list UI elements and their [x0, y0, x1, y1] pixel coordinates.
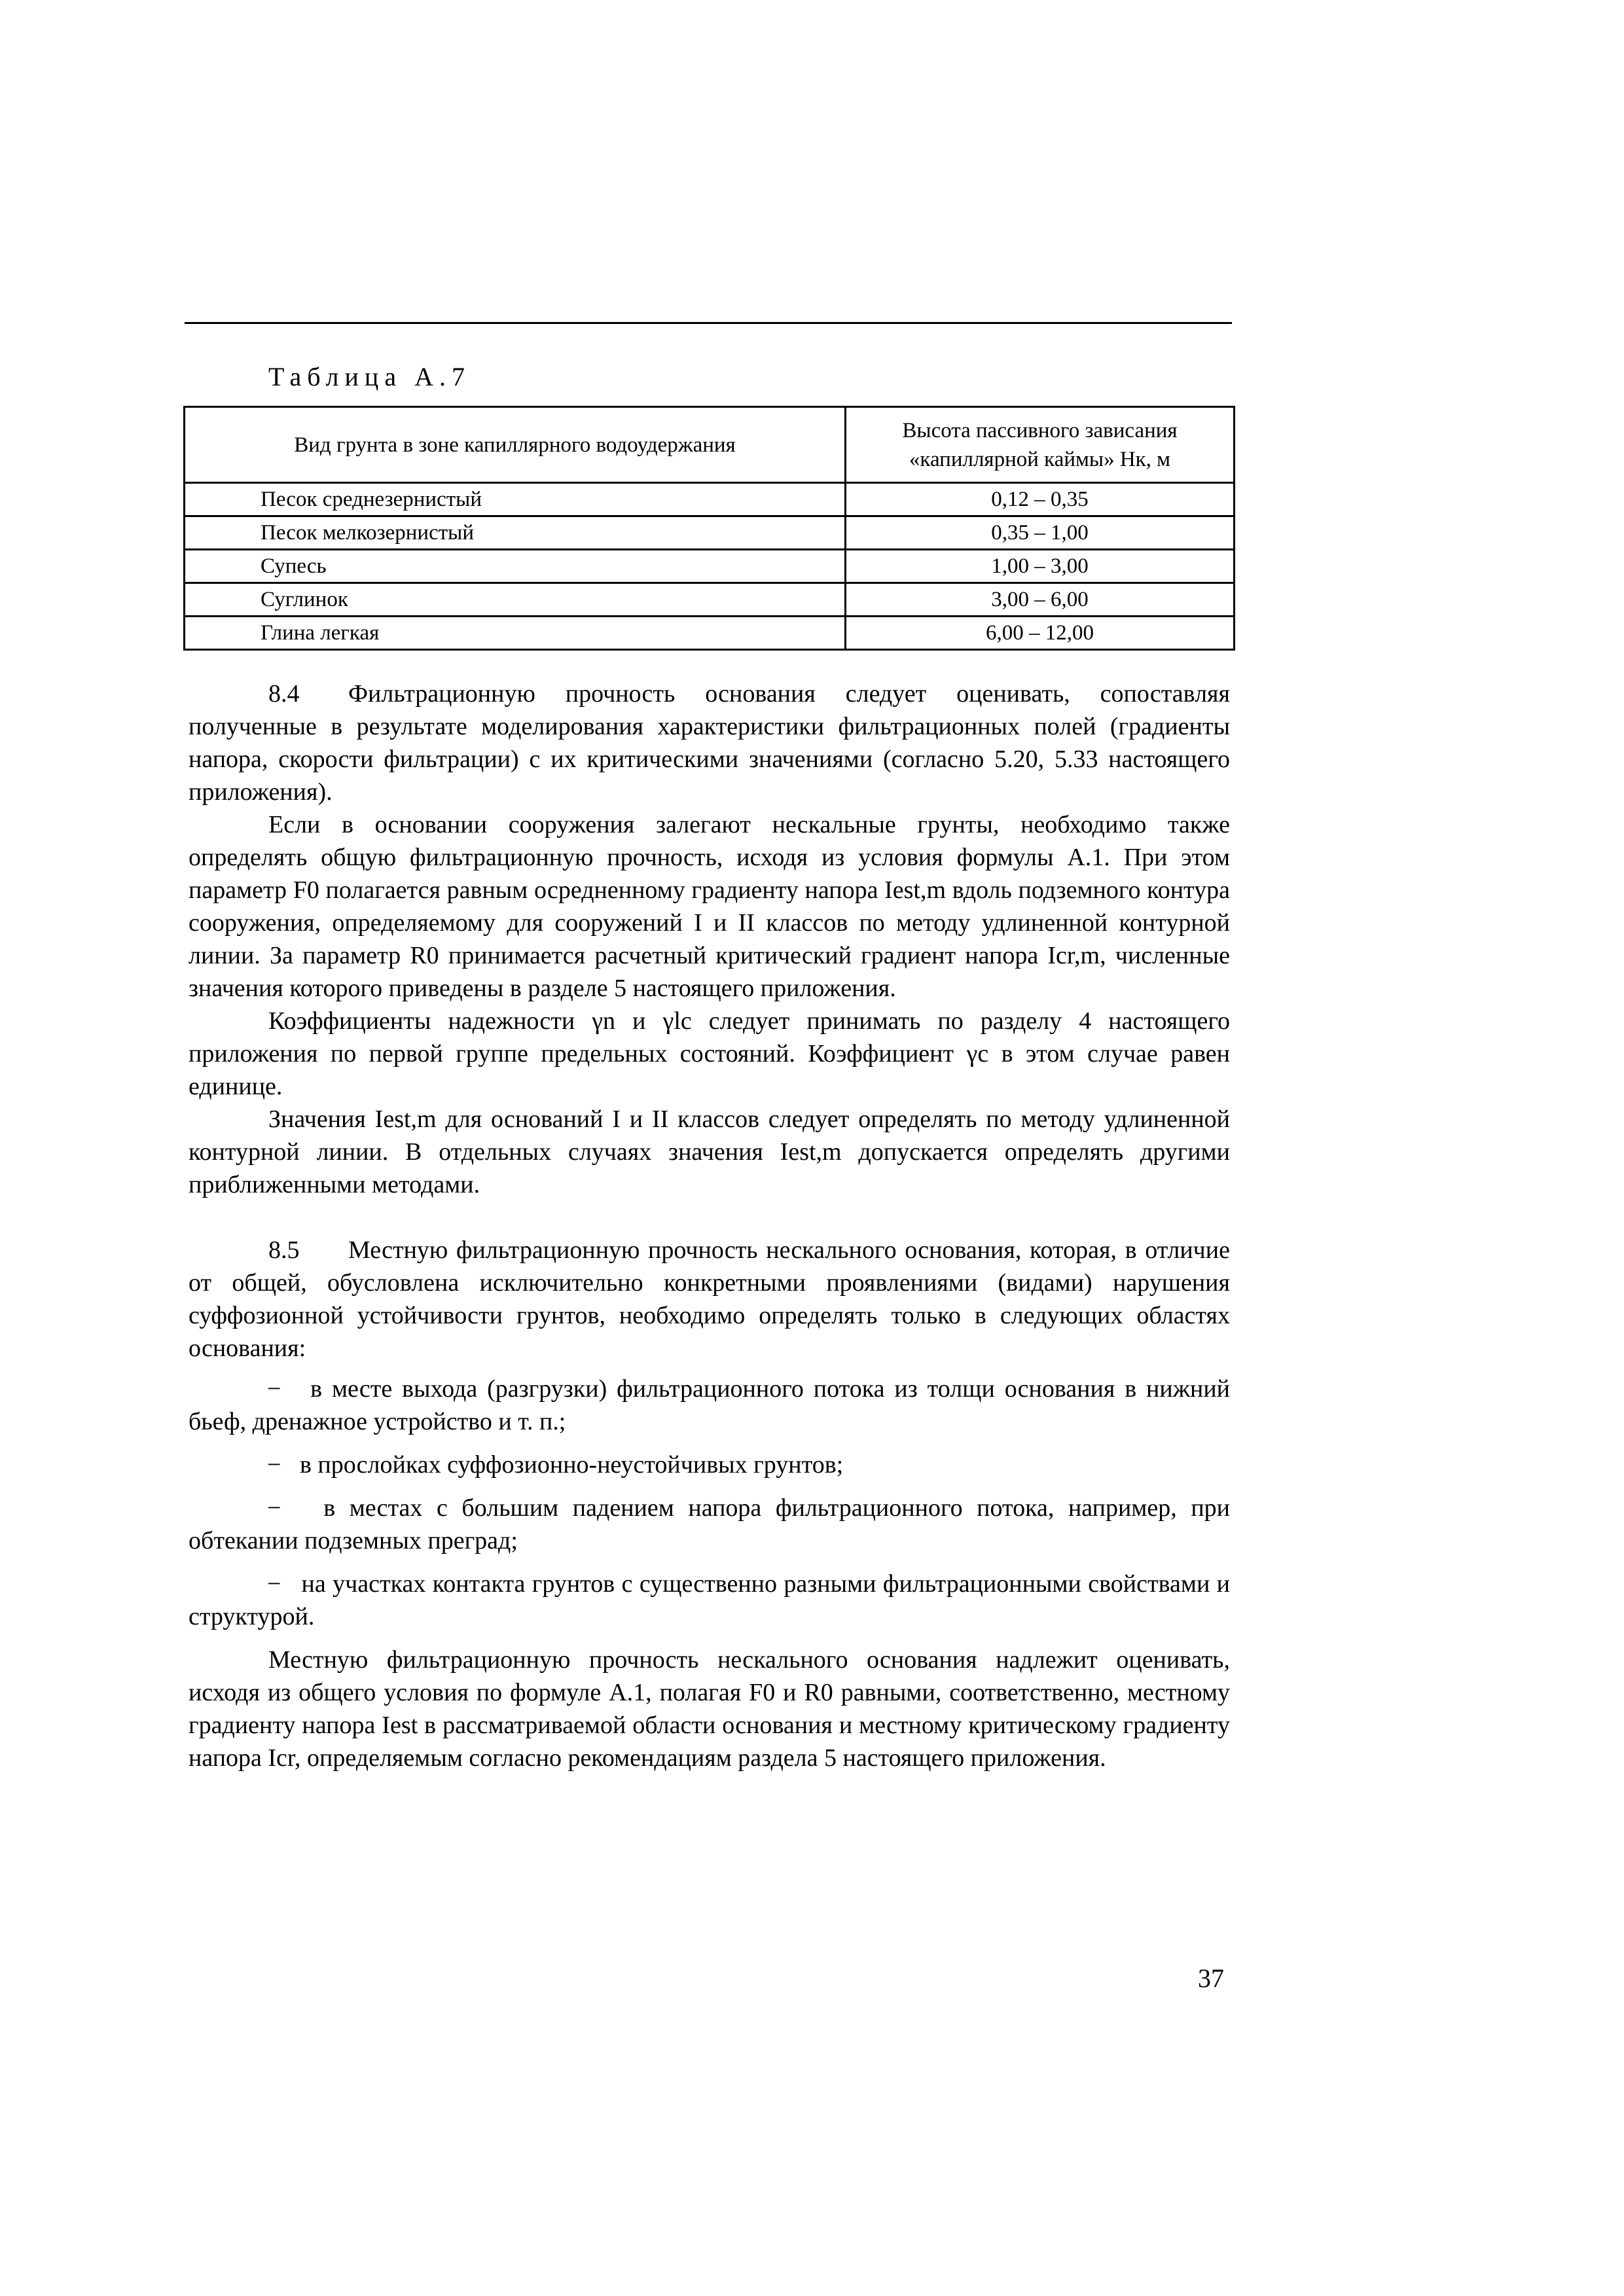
fringe-height-value: 0,35 – 1,00	[846, 516, 1235, 550]
soil-name: Песок мелкозернистый	[185, 516, 846, 550]
table-row	[185, 516, 1235, 550]
fringe-height-value: 1,00 – 3,00	[846, 550, 1235, 583]
fringe-height-value: 6,00 – 12,00	[846, 617, 1235, 650]
header-fringe-height	[846, 407, 1235, 483]
list-item-text: на участках контакта грунтов с существенно разными фильтрационными свойствами и структурой.	[189, 1570, 1230, 1630]
table-row	[185, 617, 1235, 650]
section-8-5-paragraph-1	[189, 1234, 1230, 1365]
soil-name: Супесь	[185, 550, 846, 583]
table-header-row	[185, 407, 1235, 483]
table-title: Таблица А.7	[268, 362, 471, 391]
table-row	[185, 550, 1235, 583]
list-item-text: в месте выхода (разгрузки) фильтрационного потока из толщи основания в нижний бьеф, дренажное устройство и т. п.;	[189, 1375, 1230, 1435]
header-fringe-height-line2: «капиллярной каймы» Hк, м	[909, 447, 1171, 471]
page-number: 37	[1198, 1964, 1224, 1993]
section-8-4-paragraph-1	[189, 677, 1230, 808]
soil-name: Суглинок	[185, 583, 846, 617]
header-rule	[185, 322, 1232, 324]
list-item: − в прослойках суффозионно-неустойчивых грунтов;	[267, 1451, 844, 1479]
header-soil-type: Вид грунта в зоне капиллярного водоудержания	[185, 407, 846, 483]
soil-name: Песок среднезернистый	[185, 483, 846, 516]
conditions-list	[189, 1372, 1230, 1633]
list-item-text: в прослойках суффозионно-неустойчивых грунтов;	[299, 1451, 844, 1479]
paragraph-text: Местную фильтрационную прочность нескального основания, которая, в отличие от общей, обусловлена исключительно конкретными проявлениями (видами) нарушения суффозионной устойчивости грунтов, необходимо определять только в следующих областях основания:	[189, 1236, 1230, 1362]
header-fringe-height-line1: Высота пассивного зависания	[902, 418, 1178, 442]
soil-table	[183, 406, 1235, 651]
section-number: 8.4	[268, 680, 300, 708]
table-row	[185, 483, 1235, 516]
list-item: − на участках контакта грунтов с существенно разными фильтрационными свойствами и структурой.	[189, 1570, 1230, 1630]
section-8-4-paragraph-3: Коэффициенты надежности γn и γlc следует принимать по разделу 4 настоящего приложения по первой группе предельных состояний. Коэффициент γc в этом случае равен единице.	[189, 1007, 1230, 1100]
section-number: 8.5	[268, 1236, 300, 1264]
section-8-4-paragraph-2: Если в основании сооружения залегают нескальные грунты, необходимо также определять общую фильтрационную прочность, исходя из условия формулы А.1. При этом параметр F0 полагается равным осредненному градиенту напора Iest,m вдоль подземного контура сооружения, определяемому для сооружений I и II классов по методу удлиненной контурной линии. За параметр R0 принимается расчетный критический градиент напора Icr,m, численные значения которого приведены в разделе 5 настоящего приложения.	[189, 811, 1230, 1002]
list-item: − в месте выхода (разгрузки) фильтрационного потока из толщи основания в нижний бьеф, дренажное устройство и т. п.;	[189, 1375, 1230, 1435]
body-text	[189, 677, 1230, 1774]
section-8-5-paragraph-2: Местную фильтрационную прочность нескального основания надлежит оценивать, исходя из общего условия по формуле А.1, полагая F0 и R0 равными, соответственно, местному градиенту напора Iest в рассматриваемой области основания и местному критическому градиенту напора Icr, определяемым согласно рекомендациям раздела 5 настоящего приложения.	[189, 1646, 1230, 1772]
soil-name: Глина легкая	[185, 617, 846, 650]
list-item-text: в местах с большим падением напора фильтрационного потока, например, при обтекании подземных преград;	[189, 1494, 1230, 1554]
table-row	[185, 583, 1235, 617]
fringe-height-value: 3,00 – 6,00	[846, 583, 1235, 617]
fringe-height-value: 0,12 – 0,35	[846, 483, 1235, 516]
paragraph-text: Фильтрационную прочность основания следует оценивать, сопоставляя полученные в результате моделирования характеристики фильтрационных полей (градиенты напора, скорости фильтрации) с их критическими значениями (согласно 5.20, 5.33 настоящего приложения).	[189, 680, 1230, 806]
section-8-4-paragraph-4: Значения Iest,m для оснований I и II классов следует определять по методу удлиненной контурной линии. В отдельных случаях значения Iest,m допускается определять другими приближенными методами.	[189, 1105, 1230, 1198]
list-item: − в местах с большим падением напора фильтрационного потока, например, при обтекании подземных преград;	[189, 1494, 1230, 1554]
